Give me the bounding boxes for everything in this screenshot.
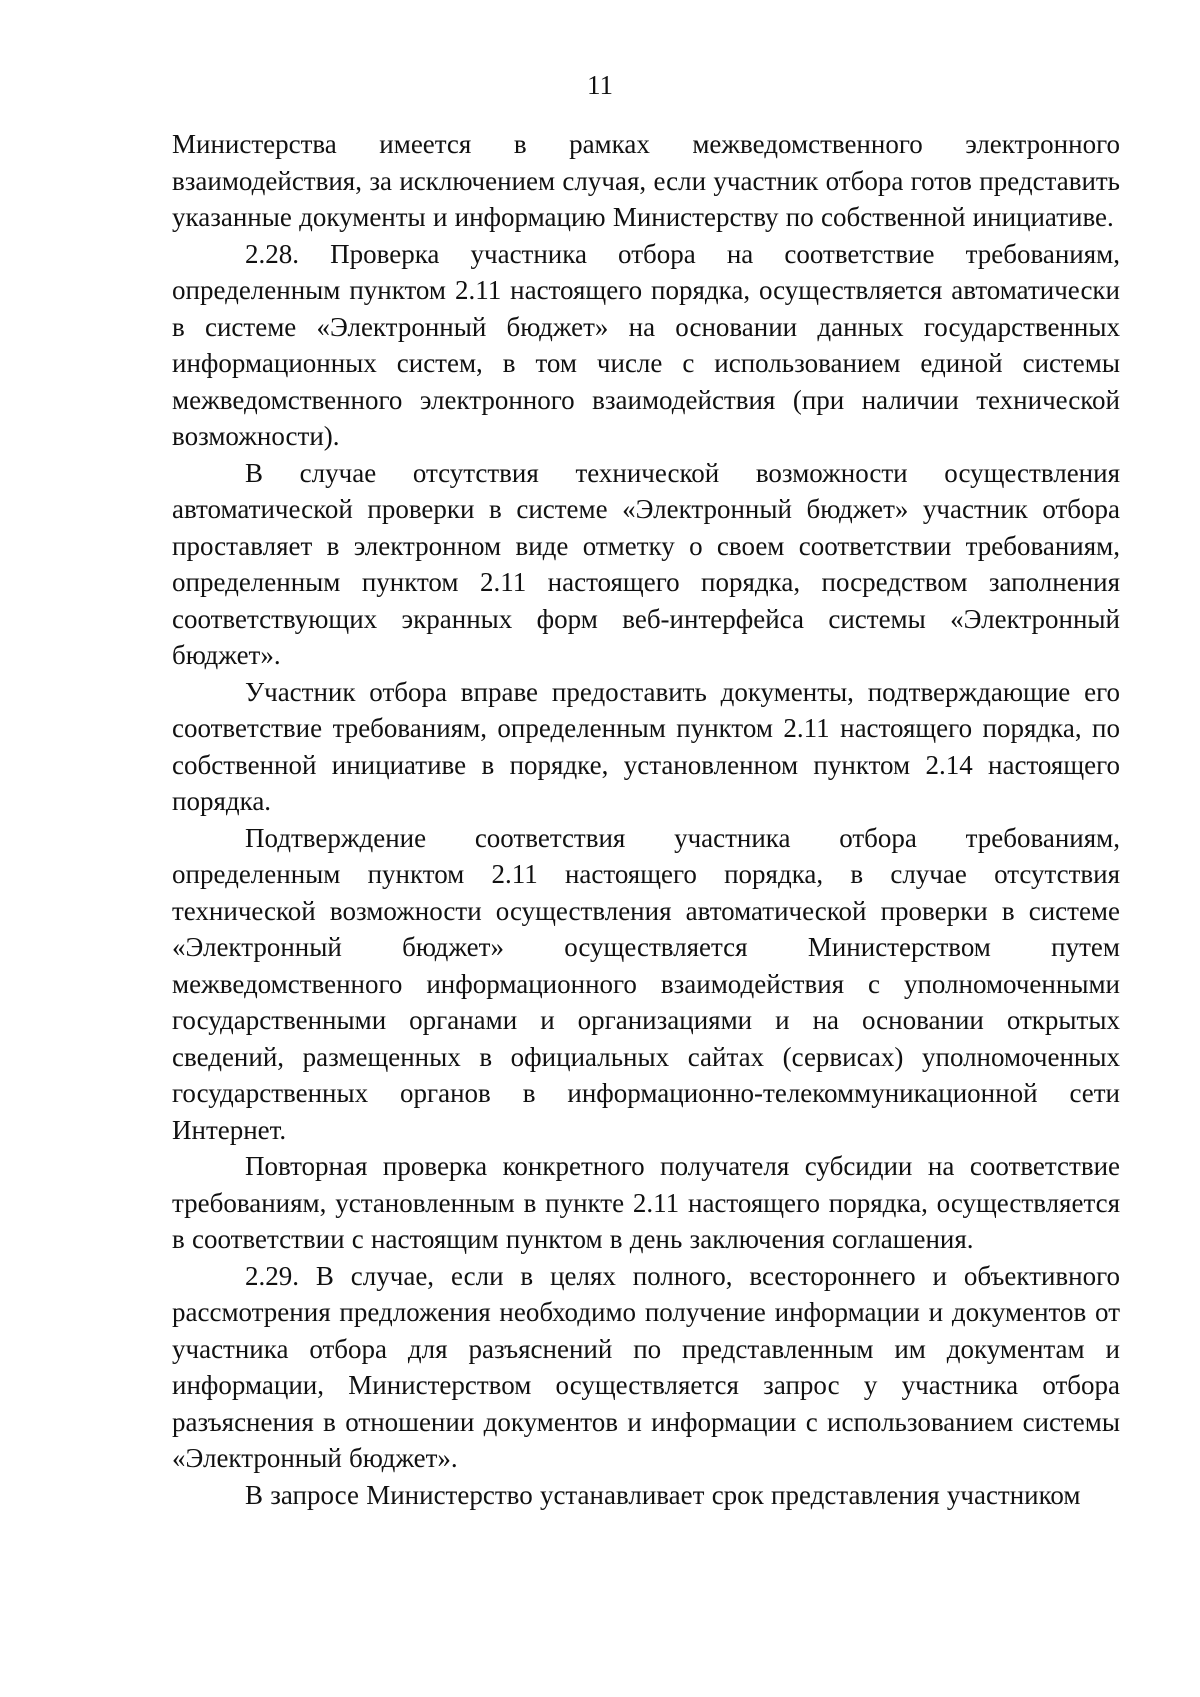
paragraph-request-deadline: В запросе Министерство устанавливает срок представления участником — [245, 1479, 1081, 1510]
paragraph-continuation: Министерства имеется в рамках межведомственного электронного взаимодействия, за исключением случая, если участник отбора готов представить указанные документы и информацию Министерству по собственной инициативе. — [172, 129, 1120, 232]
document-body — [172, 126, 1120, 1513]
paragraph-2-29: 2.29. В случае, если в целях полного, всестороннего и объективного рассмотрения предложения необходимо получение информации и документов от участника отбора для разъяснений по представленным им документам и информации, Министерством осуществляется запрос у участника отбора разъяснения в отношении документов и информации с использованием системы «Электронный бюджет». — [172, 1260, 1120, 1473]
page-number: 11 — [587, 70, 613, 100]
paragraph-no-technical-possibility: В случае отсутствия технической возможности осуществления автоматической проверки в системе «Электронный бюджет» участник отбора проставляет в электронном виде отметку о своем соответствии требованиям, определенным пунктом 2.11 настоящего порядка, посредством заполнения соответствующих экранных форм веб-интерфейса системы «Электронный бюджет». — [172, 457, 1120, 670]
paragraph-repeat-check: Повторная проверка конкретного получателя субсидии на соответствие требованиям, установленным в пункте 2.11 настоящего порядка, осуществляется в соответствии с настоящим пунктом в день заключения соглашения. — [172, 1151, 1120, 1254]
paragraph-confirmation: Подтверждение соответствия участника отбора требованиям, определенным пунктом 2.11 настоящего порядка, в случае отсутствия технической возможности осуществления автоматической проверки в системе «Электронный бюджет» осуществляется Министерством путем межведомственного информационного взаимодействия с уполномоченными государственными органами и организациями и на основании открытых сведений, размещенных в официальных сайтах (сервисах) уполномоченных государственных органов в информационно-телекоммуникационной сети Интернет. — [172, 822, 1120, 1145]
paragraph-participant-right: Участник отбора вправе предоставить документы, подтверждающие его соответствие требованиям, определенным пунктом 2.11 настоящего порядка, по собственной инициативе в порядке, установленном пунктом 2.14 настоящего порядка. — [172, 676, 1120, 816]
paragraph-2-28: 2.28. Проверка участника отбора на соответствие требованиям, определенным пунктом 2.11 настоящего порядка, осуществляется автоматически в системе «Электронный бюджет» на основании данных государственных информационных систем, в том числе с использованием единой системы межведомственного электронного взаимодействия (при наличии технической возможности). — [172, 238, 1120, 451]
